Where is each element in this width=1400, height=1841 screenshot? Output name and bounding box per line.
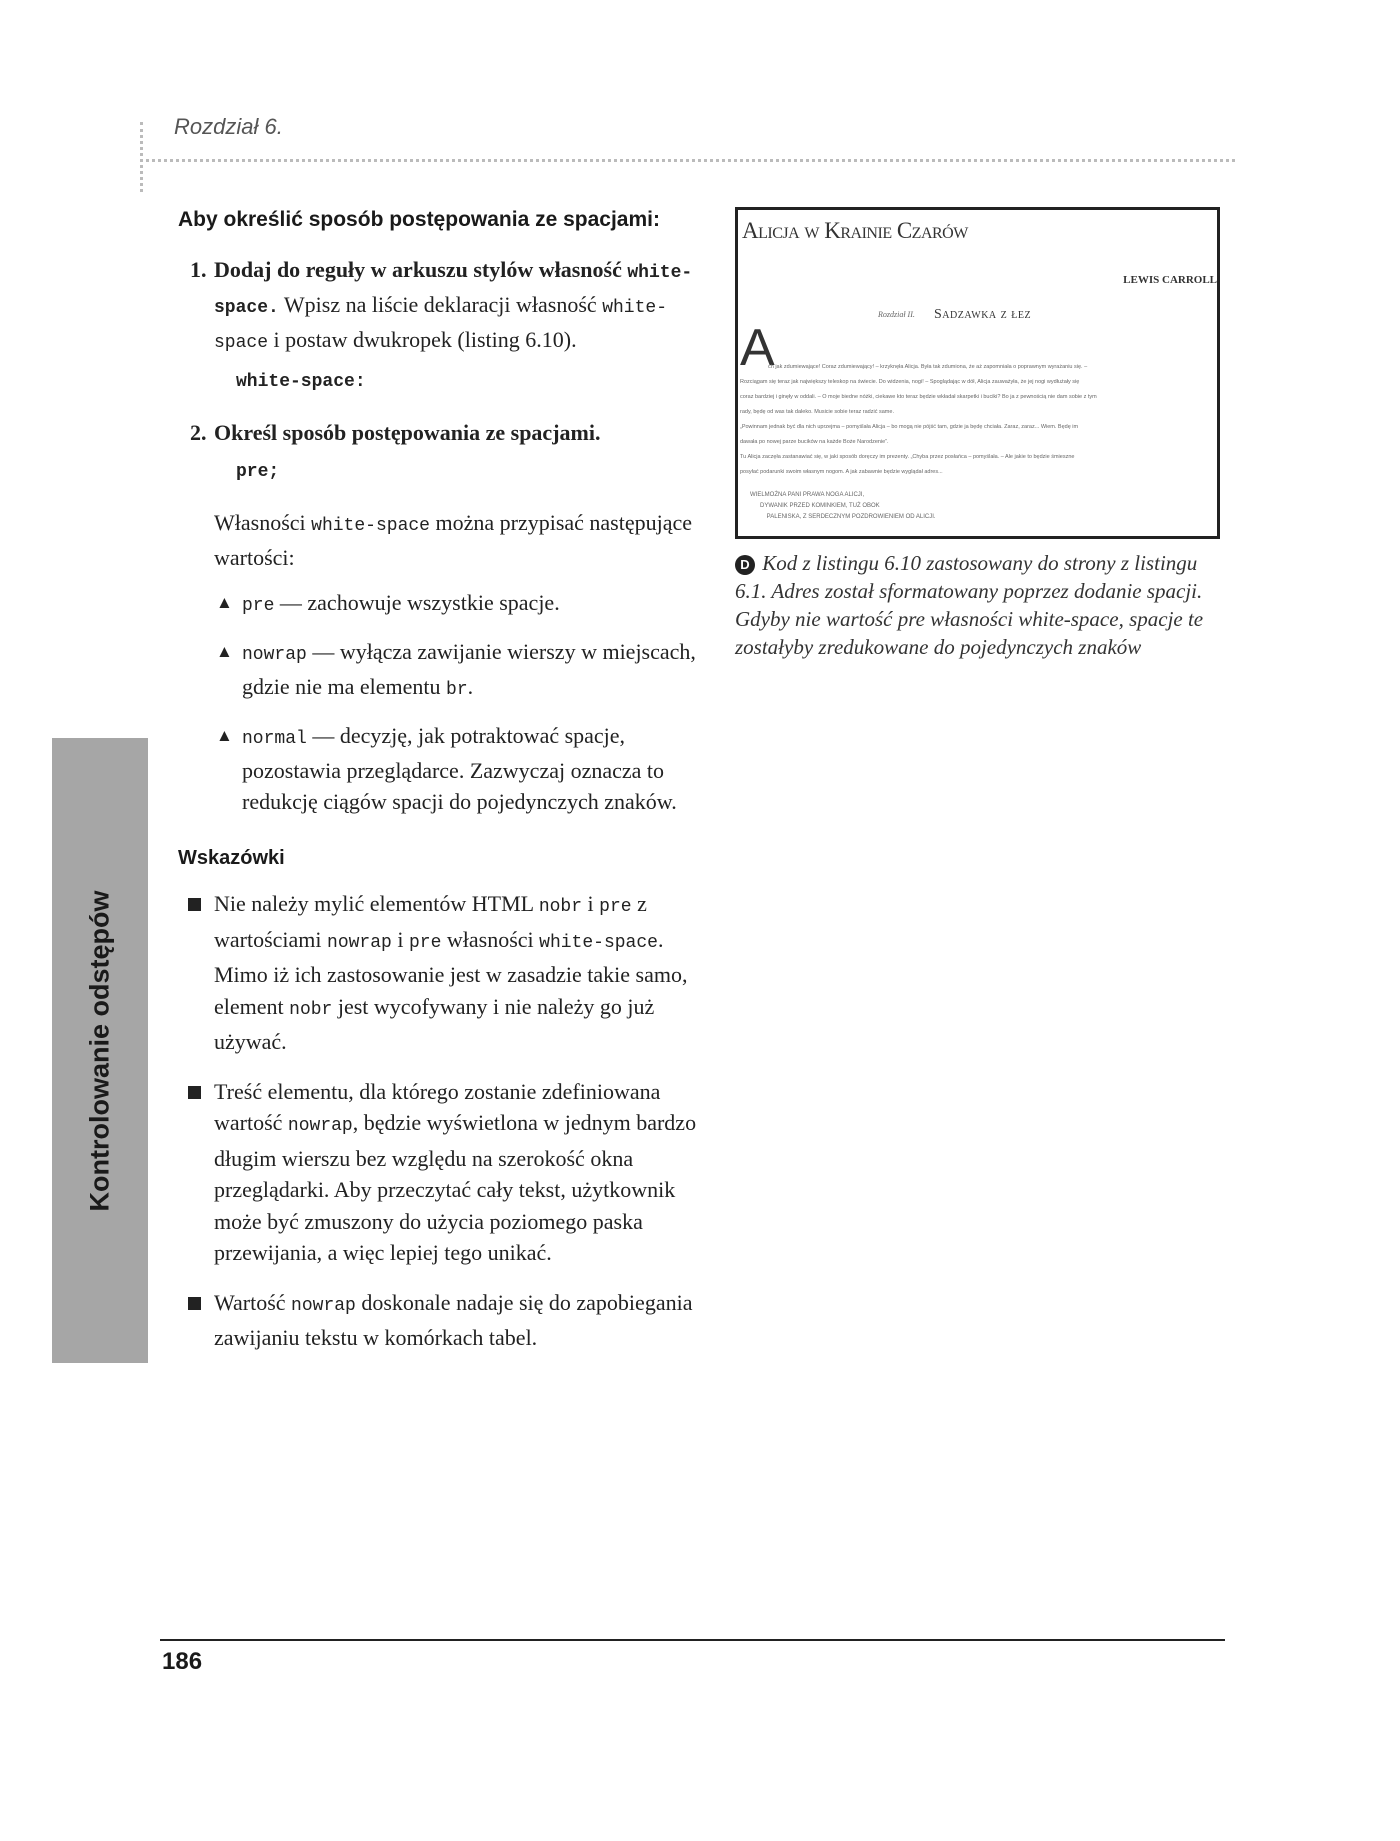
values-intro-text-a: Własności: [214, 510, 312, 535]
value-code: normal: [242, 729, 307, 749]
step-1-text-a: Wpisz na liście deklaracji własność: [278, 292, 603, 317]
tip-1: [178, 888, 718, 1058]
tips-heading: Wskazówki: [178, 847, 285, 869]
side-tab: [52, 738, 148, 1363]
step-1-code: white-space: [214, 298, 667, 353]
tip-2: [178, 1076, 718, 1269]
values-intro-code: white-space: [311, 516, 430, 536]
page-number: 186: [162, 1648, 203, 1675]
values-list: [178, 587, 718, 817]
figure-chapter-title: Sadzawka z łez: [934, 307, 1032, 322]
step-number: 1.: [190, 257, 207, 282]
triangle-bullet-icon: ▲: [216, 726, 233, 745]
tip-text: . Mimo iż ich zastosowanie jest w zasadzie takie samo, element: [214, 926, 688, 1019]
figure-caption: [735, 549, 1225, 661]
step-1-bold-code: white-space.: [214, 263, 693, 318]
tip-text: z wartościami: [214, 891, 647, 952]
values-intro: [178, 507, 718, 573]
tip-code: nowrap: [327, 932, 392, 953]
figure-title: Alicja w Krainie Czarów: [742, 218, 968, 243]
header-dotted-rule: [140, 159, 1235, 162]
list-item: [178, 636, 718, 706]
value-code: pre: [242, 596, 275, 616]
step-2: [178, 417, 718, 449]
tip-code: nowrap: [291, 1295, 356, 1316]
figure-text-line: Rozciągam się teraz jak największy teleskop na świecie. Do widzenia, nogi! – Spoglądając w dół, Alicja zauważyła, że jej nogi wydłużały się: [740, 379, 1080, 385]
figure-address: WIELMOŻNA PANI PRAWA NOGA ALICJI, DYWANIK PRZED KOMINKIEM, TUŻ OBOK PALENISKA, Z SERDECZNYM POZDROWIENIEM OD ALICJI.: [750, 492, 936, 520]
figure-text-line: dawała po nowej parze bucików na każde Boże Narodzenie”.: [740, 439, 889, 445]
value-code-2: br: [446, 680, 468, 700]
step-1-code-line: white-space:: [236, 372, 366, 392]
square-bullet-icon: [188, 1086, 201, 1099]
step-number: 2.: [190, 420, 207, 445]
figure-chapter-label: Rozdział II.: [878, 310, 915, 319]
chapter-header: Rozdział 6.: [174, 114, 283, 139]
figure-author: LEWIS CARROLL: [1123, 274, 1217, 286]
tip-code: pre: [408, 932, 442, 953]
section-heading: Aby określić sposób postępowania ze spacjami:: [178, 208, 660, 231]
tip-3: [178, 1287, 718, 1354]
tip-code: nowrap: [287, 1116, 353, 1136]
figure-text-line: ch jak zdumiewające! Coraz zdumiewający! – krzyknęła Alicja. Była tak zdumiona, że aż zapomniała o poprawnym wyrażaniu się. –: [768, 364, 1088, 370]
tip-code: pre: [599, 897, 632, 917]
figure-screenshot: [735, 207, 1220, 539]
value-text-2: .: [467, 674, 474, 699]
header-dotted-corner: [140, 122, 143, 192]
tip-code: nobr: [289, 999, 333, 1020]
figure-dropcap: A: [740, 319, 775, 377]
figure-text-line: „Powinnam jednak być dla nich uprzejma – pomyślała Alicja – bo mogą nie pójść tam, gdzie ja będę chciała. Zaraz, zaraz... Wiem. Będę im: [740, 424, 1079, 430]
figure-badge-icon: D: [735, 555, 755, 575]
values-intro-text-b: można przypisać następujące wartości:: [214, 510, 693, 570]
step-2-code-line: pre;: [236, 462, 280, 482]
figure-text-line: Tu Alicja zaczęła zastanawiać się, w jaki sposób doręczy im prezenty. „Chyba przez posłańca – pomyślała. – Ale jakie to będzie śmieszne: [740, 454, 1075, 460]
tip-code: white-space: [539, 932, 658, 953]
value-text: — decyzję, jak potraktować spacje, pozostawia przeglądarce. Zazwyczaj oznacza to redukcję ciągów spacji do pojedynczych znaków.: [242, 723, 677, 814]
value-code: nowrap: [242, 645, 307, 665]
side-tab-label: Kontrolowanie odstępów: [84, 890, 115, 1211]
value-text: — zachowuje wszystkie spacje.: [274, 590, 560, 615]
square-bullet-icon: [188, 898, 201, 911]
figure-body-text: [740, 360, 1218, 480]
tip-text: jest wycofywany i nie należy go już używać.: [214, 993, 655, 1054]
footer-rule: [160, 1639, 1225, 1641]
main-column: [178, 208, 718, 1354]
caption-text: Kod z listingu 6.10 zastosowany do strony z listingu 6.1. Adres został sformatowany poprzez dodanie spacji. Gdyby nie wartość pre własności white-space, spacje te zostałyby zredukowane do pojedynczych znaków: [735, 551, 1204, 659]
figure-text-line: posyłać podarunki swoim własnym nogom. A jak zabawnie będzie wyglądał adres...: [740, 469, 943, 475]
tip-text: Wartość: [214, 1289, 292, 1315]
tip-text: i: [582, 891, 600, 916]
list-item: [178, 587, 718, 622]
figure-text-line: rady, będę od was tak daleko. Musicie sobie teraz radzić same.: [740, 409, 894, 415]
step-1-text-b: i postaw dwukropek (listing 6.10).: [268, 327, 577, 352]
tip-code: nobr: [538, 897, 583, 917]
tip-text: Treść elementu, dla którego zostanie zdefiniowana wartość: [214, 1078, 661, 1135]
step-1-instruction: Dodaj do reguły w arkuszu stylów własność: [214, 257, 622, 282]
step-2-instruction: Określ sposób postępowania ze spacjami.: [214, 420, 601, 445]
value-text: — wyłącza zawijanie wierszy w miejscach, gdzie nie ma elementu: [242, 639, 696, 699]
tip-text: , będzie wyświetlona w jednym bardzo długim wierszu bez względu na szerokość okna przeglądarki. Aby przeczytać cały tekst, użytkownik może być zmuszony do użycia poziomego paska przewijania, a więc lepiej tego unikać.: [214, 1110, 697, 1265]
tip-text: własności: [441, 926, 540, 952]
square-bullet-icon: [188, 1297, 201, 1310]
list-item: [178, 720, 718, 817]
tip-text: i: [391, 926, 409, 952]
tip-text: doskonale nadaje się do zapobiegania zawijaniu tekstu w komórkach tabel.: [214, 1289, 693, 1350]
triangle-bullet-icon: ▲: [216, 642, 233, 661]
triangle-bullet-icon: ▲: [216, 593, 233, 612]
figure-text-line: coraz bardziej i ginęły w oddali. – O moje biedne nóżki, ciekawe kto teraz będzie wkładał skarpetki i buciki? Bo ja z pewnością nie dam sobie z tym: [740, 394, 1097, 400]
tip-text: Nie należy mylić elementów HTML: [214, 891, 539, 916]
step-1: [178, 254, 718, 359]
